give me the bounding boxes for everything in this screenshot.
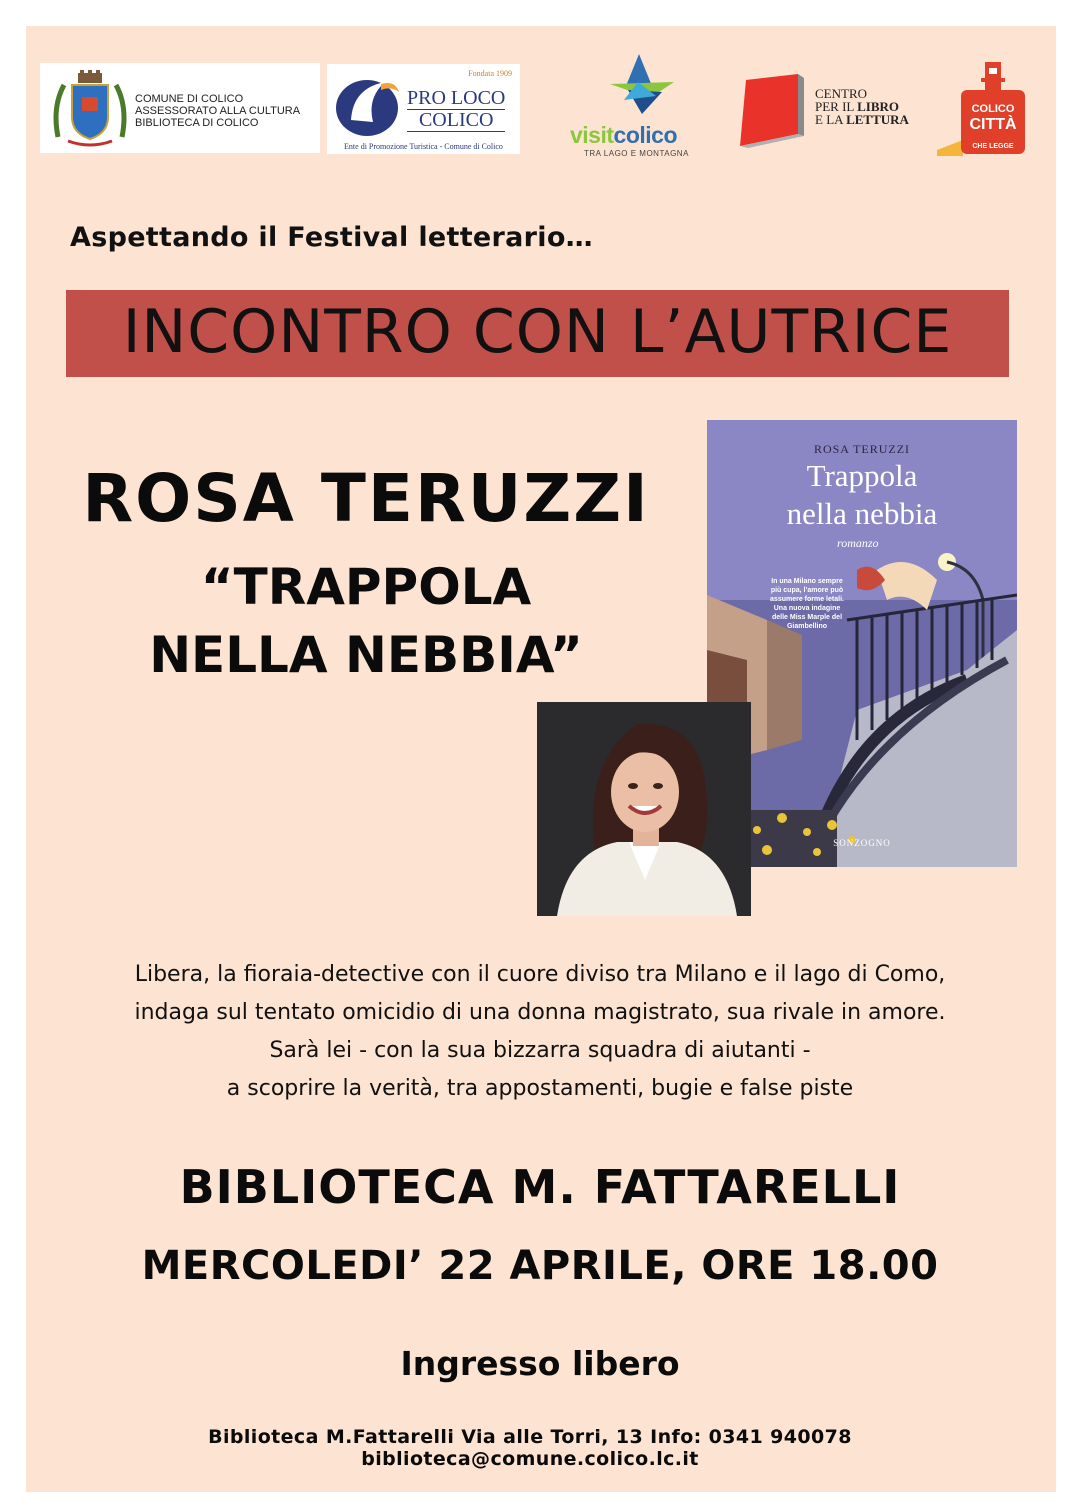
description-line-1: Libera, la fioraia-detective con il cuore diviso tra Milano e il lago di Como, xyxy=(134,962,946,987)
author-portrait xyxy=(537,702,751,916)
book-icon xyxy=(738,72,810,148)
cover-blurb: In una Milano sempre più cupa, l’amore può assumere forme letali. Una nuova indagine delle Miss Marple del Giambellino xyxy=(770,578,844,630)
event-banner xyxy=(66,290,1009,377)
comune-di-colico-logo xyxy=(40,63,320,153)
description-line-4: a scoprire la verità, tra appostamenti, bugie e false piste xyxy=(226,1076,854,1101)
colico-word: colico xyxy=(613,122,677,148)
visitcolico-logo xyxy=(566,52,712,162)
cover-genre: romanzo xyxy=(837,536,879,550)
proloco-name-1: PRO LOCO xyxy=(407,87,506,109)
citta-line-2: CITTÀ xyxy=(969,116,1017,133)
comune-line-3: BIBLIOTECA DI COLICO xyxy=(135,117,259,129)
citta-che-legge-logo xyxy=(937,60,1029,158)
book-cover xyxy=(707,420,1017,867)
description-line-3: Sarà lei - con la sua bizzarra squadra di aiutanti - xyxy=(269,1038,811,1063)
citta-line-1: COLICO xyxy=(971,103,1015,115)
cepell-line-3a: E LA xyxy=(815,112,847,127)
citta-line-3: CHE LEGGE xyxy=(972,143,1014,150)
proloco-founded: Fondata 1909 xyxy=(468,69,512,78)
venue: BIBLIOTECA M. FATTARELLI xyxy=(179,1160,901,1214)
author-name: ROSA TERUZZI xyxy=(82,460,650,537)
entry-info: Ingresso libero xyxy=(400,1344,680,1383)
event-date: MERCOLEDI’ 22 APRILE, ORE 18.00 xyxy=(141,1243,939,1289)
visit-word: visit xyxy=(570,122,614,148)
cover-title-1: Trappola xyxy=(806,458,918,493)
book-title-line-1: “TRAPPOLA xyxy=(200,558,532,616)
pro-loco-swirl-icon xyxy=(333,70,407,142)
book-title-line-2: NELLA NEBBIA” xyxy=(149,626,583,684)
cepell-line-2a: PER IL xyxy=(815,99,858,114)
cepell-line-1: CENTRO xyxy=(815,86,867,101)
proloco-name-2: COLICO xyxy=(407,109,505,132)
proloco-subtitle: Ente di Promozione Turistica - Comune di Colico xyxy=(344,142,503,151)
banner-text: INCONTRO CON L’AUTRICE xyxy=(122,297,953,367)
cover-title-2: nella nebbia xyxy=(786,496,938,531)
visitcolico-star-icon xyxy=(566,52,712,122)
cover-author: ROSA TERUZZI xyxy=(813,442,911,456)
pro-loco-colico-logo xyxy=(327,64,520,154)
centro-libro-lettura-logo xyxy=(738,72,938,152)
colico-crest-icon xyxy=(48,67,132,149)
author-photo xyxy=(537,702,751,916)
description xyxy=(60,956,1020,1108)
comune-line-2: ASSESSORATO ALLA CULTURA xyxy=(135,105,301,117)
comune-line-1: COMUNE DI COLICO xyxy=(135,93,244,105)
visitcolico-tagline: TRA LAGO E MONTAGNA xyxy=(584,149,689,158)
cover-publisher: SONZOGNO xyxy=(833,838,891,848)
footer-contact: Biblioteca M.Fattarelli Via alle Torri, 13 Info: 0341 940078 biblioteca@comune.colico.lc.it xyxy=(208,1426,852,1470)
description-line-2: indaga sul tentato omicidio di una donna magistrato, sua rivale in amore. xyxy=(134,1000,946,1025)
cepell-line-3b: LETTURA xyxy=(846,112,909,127)
preheading: Aspettando il Festival letterario… xyxy=(70,222,593,253)
cepell-line-2b: LIBRO xyxy=(857,99,900,114)
